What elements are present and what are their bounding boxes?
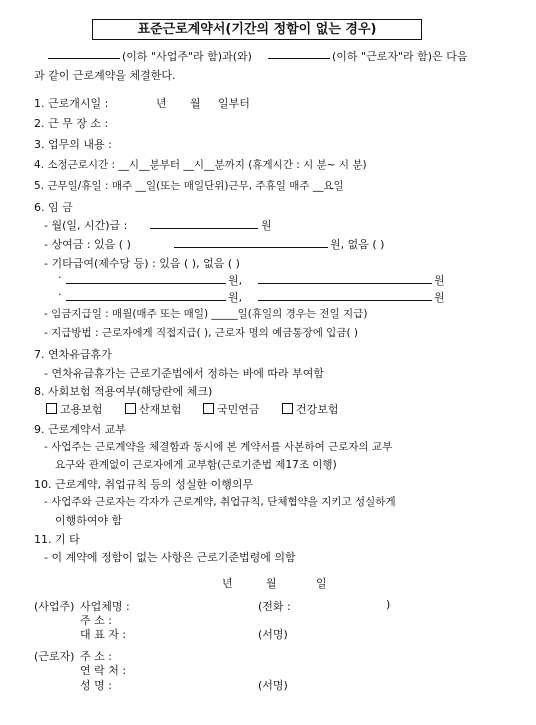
other-item-2-won: 원 bbox=[434, 274, 445, 287]
wage-won: 원 bbox=[261, 219, 272, 232]
section-11-desc: - 이 계약에 정함이 없는 사항은 근로기준법령에 의함 bbox=[44, 551, 296, 564]
employer-company-label: 사업체명 : bbox=[80, 600, 130, 613]
section-8-label: 8. 사회보험 적용여부(해당란에 체크) bbox=[34, 385, 213, 398]
section-9-desc-1: - 사업주는 근로계약을 체결함과 동시에 본 계약서를 사본하여 근로자의 교부 bbox=[44, 441, 393, 453]
section-5-label: 5. 근무일/휴일 : 매주 __일(또는 매일단위)근무, 주휴일 매주 __요일 bbox=[34, 180, 344, 192]
section-6-label: 6. 임 금 bbox=[34, 201, 73, 214]
insurance-health[interactable]: 건강보험 bbox=[282, 401, 339, 417]
insurance-employment[interactable]: 고용보험 bbox=[46, 401, 103, 417]
payday-label: - 임금지급일 : 매월(매주 또는 매일) _____일(휴일의 경우는 전일 지급) bbox=[44, 308, 368, 320]
section-9-desc-2: 요구와 관계없이 근로자에게 교부함(근로기준법 제17조 이행) bbox=[55, 459, 337, 471]
start-month: 월 bbox=[190, 97, 201, 110]
bonus-label: - 상여금 : 있음 ( ) bbox=[44, 238, 131, 251]
section-2-label: 2. 근 무 장 소 : bbox=[34, 117, 109, 130]
contract-month: 월 bbox=[266, 577, 277, 590]
contract-year: 년 bbox=[222, 577, 233, 590]
insurance-industrial[interactable]: 산재보험 bbox=[125, 401, 182, 417]
other-item-1-won: 원, bbox=[228, 274, 243, 287]
section-10-desc-1: - 사업주와 근로자는 각자가 근로계약, 취업규칙, 단체협약을 지키고 성실하게 bbox=[44, 496, 396, 508]
other-bullet-2: · bbox=[58, 288, 62, 301]
other-item-4-blank[interactable] bbox=[258, 300, 432, 301]
section-1-label: 1. 근로개시일 : bbox=[34, 97, 109, 110]
other-pay-label: - 기타급여(제수당 등) : 있음 ( ), 없음 ( ) bbox=[44, 257, 240, 270]
intro-part2: (이하 "근로자"라 함)은 다음 bbox=[332, 50, 468, 63]
employer-rep-label: 대 표 자 : bbox=[80, 628, 127, 641]
intro-part1: (이하 "사업주"라 함)과(와) bbox=[122, 50, 252, 63]
worker-sign: (서명) bbox=[258, 679, 288, 692]
checkbox-icon[interactable] bbox=[203, 403, 214, 414]
other-item-1-blank[interactable] bbox=[66, 283, 226, 284]
wage-label: - 월(일, 시간)급 : bbox=[44, 219, 128, 232]
section-10-label: 10. 근로계약, 취업규칙 등의 성실한 이행의무 bbox=[34, 478, 254, 491]
start-day: 일부터 bbox=[218, 97, 250, 110]
employer-sign: (서명) bbox=[258, 628, 288, 641]
bonus-end: 원, 없음 ( ) bbox=[330, 238, 385, 251]
checkbox-icon[interactable] bbox=[282, 403, 293, 414]
section-4-label: 4. 소정근로시간 : __시__분부터 __시__분까지 (휴게시간 : 시 분~ 시 분) bbox=[34, 159, 367, 171]
employer-phone-close: ) bbox=[386, 598, 391, 611]
section-10-desc-2: 이행하여야 함 bbox=[55, 514, 123, 527]
section-11-label: 11. 기 타 bbox=[34, 533, 80, 546]
bonus-blank[interactable] bbox=[174, 247, 328, 248]
intro-line2: 과 같이 근로계약을 체결한다. bbox=[34, 69, 176, 82]
pay-method-label: - 지급방법 : 근로자에게 직접지급( ), 근로자 명의 예금통장에 입금( ) bbox=[44, 327, 359, 339]
section-7-desc: - 연차유급휴가는 근로기준법에서 정하는 바에 따라 부여함 bbox=[44, 367, 324, 380]
employer-name-blank[interactable] bbox=[48, 58, 120, 59]
worker-contact-label: 연 락 처 : bbox=[80, 664, 127, 677]
employer-address-label: 주 소 : bbox=[80, 614, 112, 627]
worker-address-label: 주 소 : bbox=[80, 650, 112, 663]
other-item-3-blank[interactable] bbox=[66, 300, 226, 301]
other-item-4-won: 원 bbox=[434, 291, 445, 304]
contract-day: 일 bbox=[316, 577, 327, 590]
wage-blank[interactable] bbox=[150, 228, 258, 229]
checkbox-icon[interactable] bbox=[46, 403, 57, 414]
section-9-label: 9. 근로계약서 교부 bbox=[34, 423, 126, 436]
other-item-2-blank[interactable] bbox=[258, 283, 432, 284]
employer-tag: (사업주) bbox=[34, 600, 75, 613]
start-year: 년 bbox=[156, 97, 167, 110]
insurance-pension[interactable]: 국민연금 bbox=[203, 401, 260, 417]
worker-name-label: 성 명 : bbox=[80, 679, 112, 692]
checkbox-icon[interactable] bbox=[125, 403, 136, 414]
other-bullet-1: · bbox=[58, 271, 62, 284]
worker-name-blank[interactable] bbox=[268, 58, 330, 59]
section-7-label: 7. 연차유급휴가 bbox=[34, 348, 112, 361]
other-item-3-won: 원, bbox=[228, 291, 243, 304]
worker-tag: (근로자) bbox=[34, 650, 75, 663]
employer-phone-label: (전화 : bbox=[258, 600, 291, 613]
section-3-label: 3. 업무의 내용 : bbox=[34, 138, 112, 151]
document-title: 표준근로계약서(기간의 정함이 없는 경우) bbox=[92, 19, 422, 40]
